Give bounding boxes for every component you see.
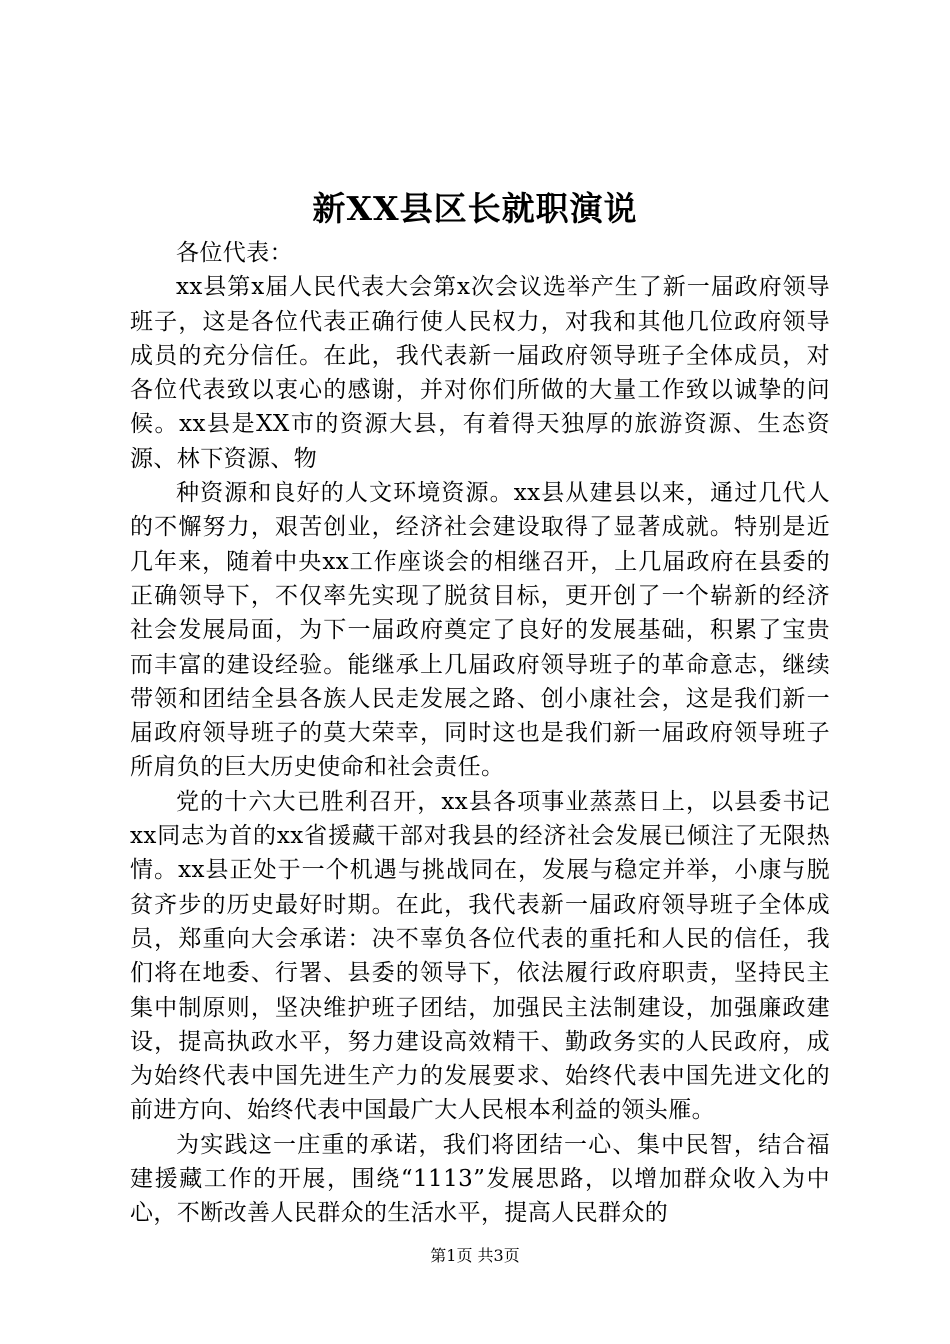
body-paragraph: 为实践这一庄重的承诺，我们将团结一心、集中民智，结合福建援藏工作的开展，围绕“1113”发展思路，以增加群众收入为中心，不断改善人民群众的生活水平，提高人民群众的 [130, 1131, 830, 1227]
document-title: 新XX县区长就职演说 [312, 189, 638, 228]
body-paragraph: 种资源和良好的人文环境资源。xx县从建县以来，通过几代人的不懈努力，艰苦创业，经济社会建设取得了显著成就。特别是近几年来，随着中央xx工作座谈会的相继召开，上几届政府在县委的正确领导下，不仅率先实现了脱贫目标，更开创了一个崭新的经济社会发展局面，为下一届政府奠定了良好的发展基础，积累了宝贵而丰富的建设经验。能继承上几届政府领导班子的革命意志，继续带领和团结全县各族人民走发展之路、创小康社会，这是我们新一届政府领导班子的莫大荣幸，同时这也是我们新一届政府领导班子所肩负的巨大历史使命和社会责任。 [130, 480, 830, 781]
body-paragraph: 党的十六大已胜利召开，xx县各项事业蒸蒸日上，以县委书记xx同志为首的xx省援藏干部对我县的经济社会发展已倾注了无限热情。xx县正处于一个机遇与挑战同在，发展与稳定并举，小康与脱贫齐步的历史最好时期。在此，我代表新一届政府领导班子全体成员，郑重向大会承诺：决不辜负各位代表的重托和人民的信任，我们将在地委、行署、县委的领导下，依法履行政府职责，坚持民主集中制原则，坚决维护班子团结，加强民主法制建设，加强廉政建设，提高执政水平，努力建设高效精干、勤政务实的人民政府，成为始终代表中国先进生产力的发展要求、始终代表中国先进文化的前进方向、始终代表中国最广大人民根本利益的领头雁。 [130, 788, 830, 1124]
document-body [130, 236, 830, 1231]
page-number-footer: 第1页 共3页 [430, 1246, 520, 1265]
body-paragraph: xx县第x届人民代表大会第x次会议选举产生了新一届政府领导班子，这是各位代表正确行使人民权力，对我和其他几位政府领导成员的充分信任。在此，我代表新一届政府领导班子全体成员，对各位代表致以衷心的感谢，并对你们所做的大量工作致以诚挚的问候。xx县是XX市的资源大县，有着得天独厚的旅游资源、生态资源、林下资源、物 [130, 274, 830, 472]
salutation-paragraph: 各位代表： [176, 240, 293, 266]
